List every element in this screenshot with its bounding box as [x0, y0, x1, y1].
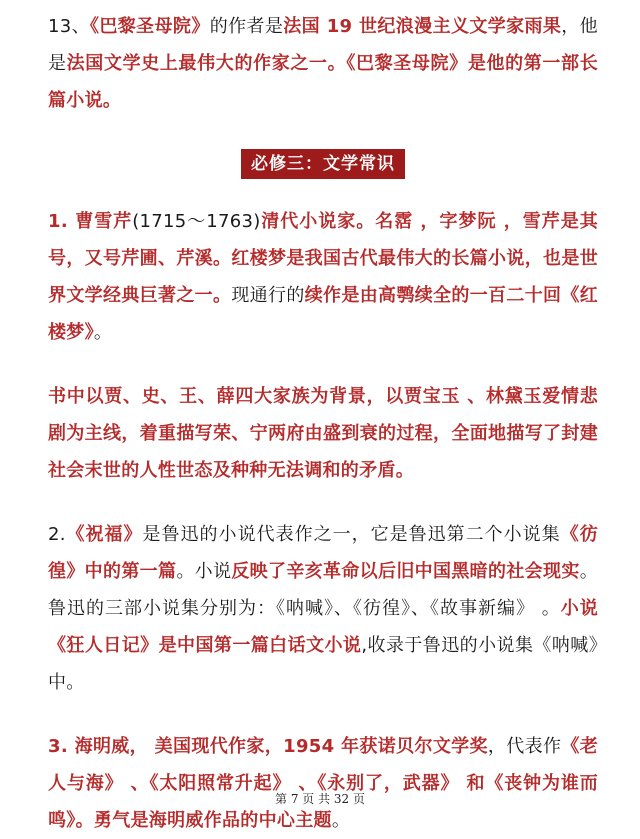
text: 。鲁迅的三部小说集分别为：《呐喊》、《彷徨》、《故事新编》 。: [48, 561, 598, 619]
emphasis-text: 反映了辛亥革命以后旧中国黑暗的社会现实: [231, 561, 580, 582]
spacer: [48, 489, 598, 516]
paragraph-item-1: [48, 203, 598, 351]
paragraph-item-3: [48, 728, 598, 839]
emphasis-text: 书中以贾、史、王、薛四大家族为背景，以贾宝玉 、林黛玉爱情悲剧为主线，着重描写荣、宁两府由盛到衰的过程，全面地描写了封建社会末世的人性世态及种种无法调和的矛盾。: [48, 386, 598, 481]
emphasis-text: 《老人与海》 、《太阳照常升起》 、《永别了，武器》 和《丧钟为谁而鸣》。勇气是海明威作品的中心主题: [48, 736, 598, 831]
spacer: [48, 351, 598, 378]
paragraph-item-2: [48, 516, 598, 701]
document-page: [48, 8, 598, 839]
emphasis-text: 法国文学史上最伟大的作家之一。《巴黎圣母院》是他的第一部长篇小说。: [48, 53, 598, 111]
item-number: 2.: [48, 524, 66, 545]
text: 。: [93, 322, 113, 343]
page-footer: 第 7 页 共 32 页: [275, 792, 365, 806]
text: 。: [331, 810, 351, 831]
book-title: 《巴黎圣母院》: [89, 16, 210, 37]
item-number: 13、: [48, 16, 90, 37]
spacer: [48, 701, 598, 728]
emphasis-text: 3. 海明威， 美国现代作家，1954 年获诺贝尔文学奖: [48, 736, 488, 757]
text: ,收录于鲁迅的小说集《呐喊》中。: [48, 635, 598, 693]
text: ，他是: [48, 16, 598, 74]
text: (1715～1763): [132, 211, 261, 232]
emphasis-text: 1. 曹雪芹: [48, 211, 133, 232]
emphasis-text: 小说《狂人日记》是中国第一篇白话文小说: [48, 598, 599, 656]
section-heading: 必修三：文学常识: [241, 149, 405, 179]
emphasis-text: 法国 19 世纪浪漫主义文学家雨果: [283, 16, 562, 37]
text: 的作者是: [209, 16, 284, 37]
emphasis-text: 续作是由高鹗续全的一百二十回《红楼梦》: [48, 285, 598, 343]
text: 现通行的: [231, 285, 305, 306]
emphasis-text: 清代小说家。名霑 ，字梦阮 ，雪芹是其号，又号芹圃、芹溪。红楼梦是我国古代最伟大的长篇小说，也是世界文学经典巨著之一。: [48, 211, 599, 306]
emphasis-text: 《彷徨》中的第一篇: [48, 524, 598, 582]
text: 。小说: [176, 561, 232, 582]
book-title: 《祝福》: [65, 524, 143, 545]
section-heading-wrap: [48, 149, 598, 179]
paragraph-item-1b: [48, 378, 598, 489]
paragraph-13: [48, 8, 598, 119]
text: 是鲁迅的小说代表作之一，它是鲁迅第二个小说集: [142, 524, 561, 545]
text: ，代表作: [487, 736, 562, 757]
